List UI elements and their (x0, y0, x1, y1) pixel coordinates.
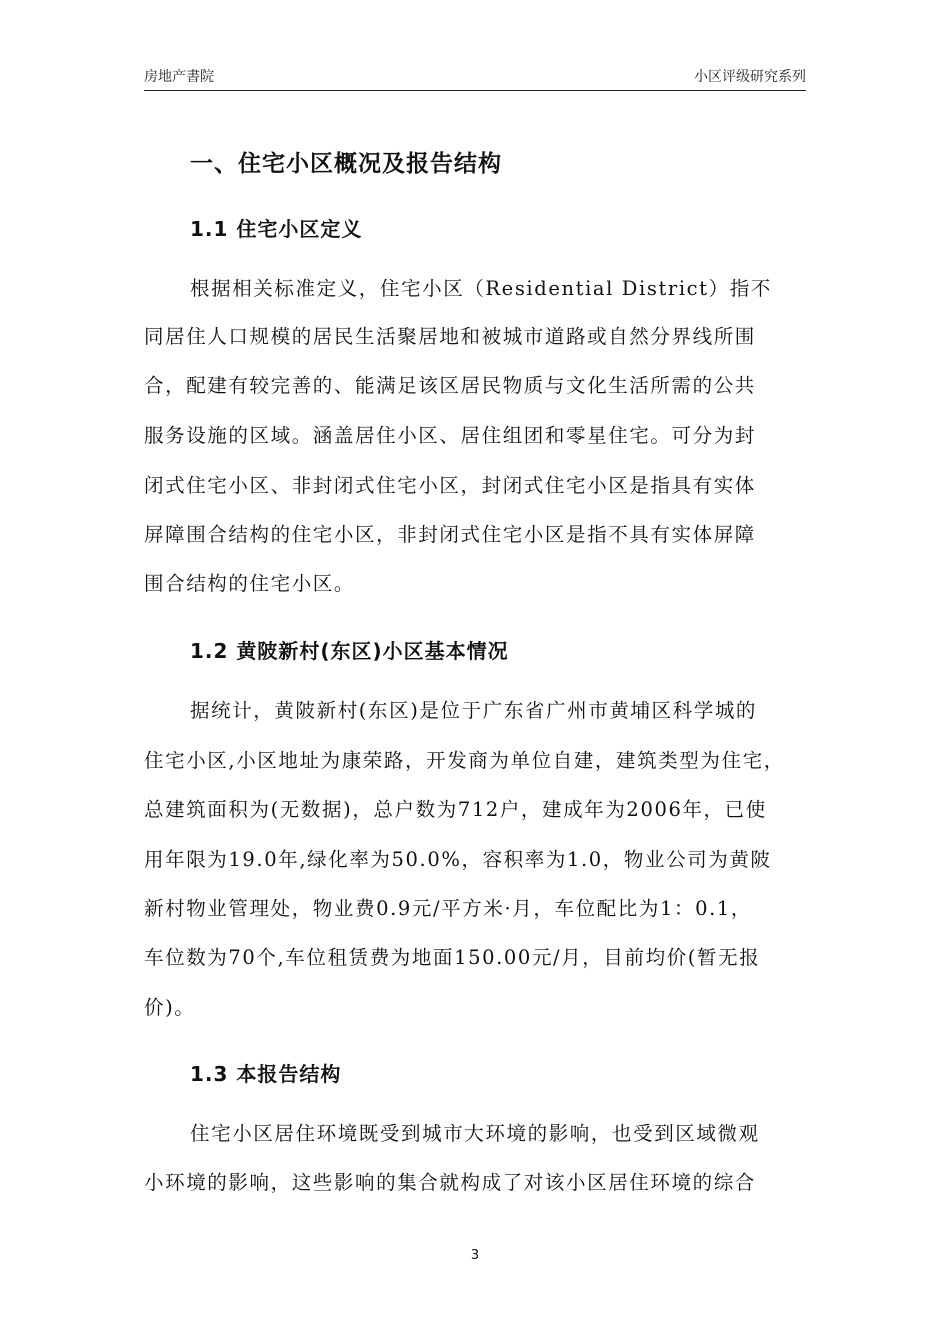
subsection-heading-1-1: 1.1 住宅小区定义 (190, 217, 363, 241)
section-heading-1: 一、住宅小区概况及报告结构 (190, 151, 502, 177)
paragraph-line: 价)。 (144, 996, 196, 1019)
paragraph-line: 小环境的影响，这些影响的集合就构成了对该小区居住环境的综合 (144, 1171, 756, 1194)
paragraph-line: 闭式住宅小区、非封闭式住宅小区，封闭式住宅小区是指具有实体 (144, 474, 756, 497)
paragraph-line: 围合结构的住宅小区。 (144, 572, 356, 595)
paragraph-line: 合，配建有较完善的、能满足该区居民物质与文化生活所需的公共 (144, 374, 756, 397)
subsection-heading-1-3: 1.3 本报告结构 (190, 1062, 342, 1086)
header-series-title: 小区评级研究系列 (694, 69, 806, 85)
page-header (144, 64, 806, 91)
paragraph-line: 屏障围合结构的住宅小区，非封闭式住宅小区是指不具有实体屏障 (144, 523, 756, 546)
paragraph-line: 住宅小区,小区地址为康荣路，开发商为单位自建，建筑类型为住宅， (144, 749, 785, 772)
paragraph-line: 根据相关标准定义，住宅小区（Residential District）指不 (190, 277, 772, 300)
header-publisher: 房地产書院 (144, 69, 214, 85)
paragraph-line: 新村物业管理处，物业费0.9元/平方米·月，车位配比为1：0.1， (144, 897, 752, 920)
paragraph-line: 据统计，黄陂新村(东区)是位于广东省广州市黄埔区科学城的 (190, 699, 758, 722)
page-number: 3 (470, 1248, 480, 1263)
paragraph-line: 用年限为19.0年,绿化率为50.0%，容积率为1.0，物业公司为黄陂 (144, 848, 772, 871)
paragraph-line: 住宅小区居住环境既受到城市大环境的影响，也受到区域微观 (190, 1122, 760, 1145)
paragraph-line: 同居住人口规模的居民生活聚居地和被城市道路或自然分界线所围 (144, 325, 756, 348)
paragraph-line: 车位数为70个,车位租赁费为地面150.00元/月，目前均价(暂无报 (144, 946, 761, 969)
paragraph-line: 服务设施的区域。涵盖居住小区、居住组团和零星住宅。可分为封 (144, 424, 756, 447)
subsection-heading-1-2: 1.2 黄陂新村(东区)小区基本情况 (190, 639, 509, 663)
paragraph-line: 总建筑面积为(无数据)，总户数为712户，建成年为2006年，已使 (144, 798, 767, 821)
